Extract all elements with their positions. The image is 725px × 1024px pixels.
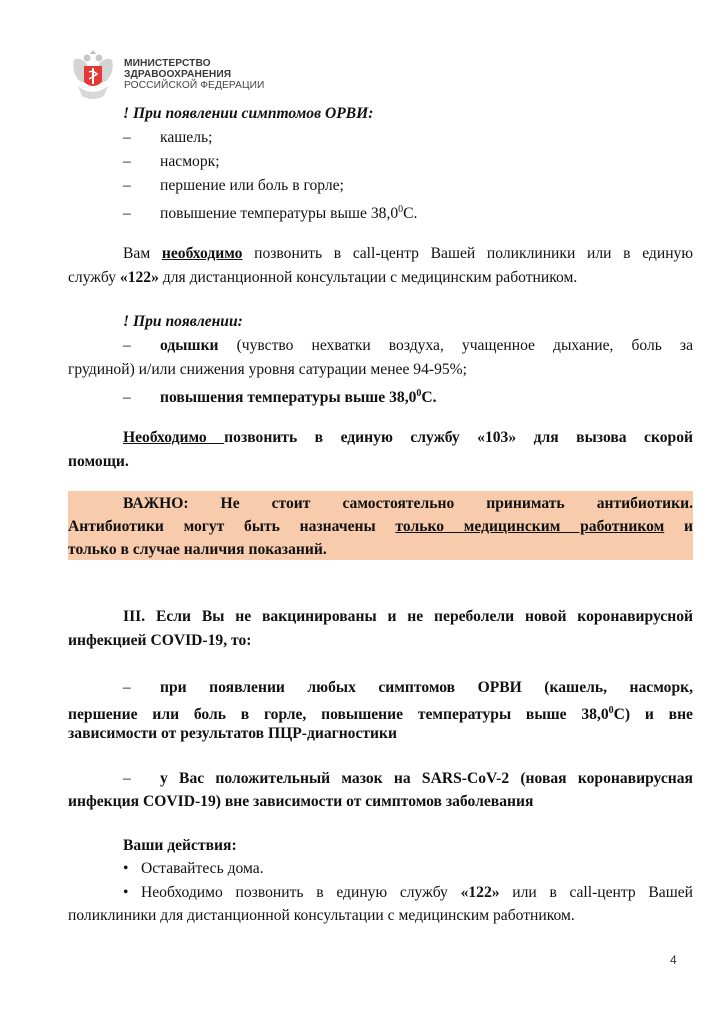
- call-instruction-line-2: [68, 266, 693, 289]
- text: или в call-центр Вашей: [499, 884, 693, 901]
- important-line-3: только в случае наличия показаний.: [68, 541, 327, 558]
- text: позвонить в call-центр Вашей поликлиники или в единую: [242, 245, 694, 262]
- severe-symptoms-heading: ! При появлении:: [123, 313, 243, 330]
- text: Антибиотики могут быть назначены: [68, 518, 396, 535]
- text: Необходимо позвонить в единую службу: [141, 884, 461, 901]
- text: позвонить в единую службу «103» для вызова скорой: [224, 429, 693, 446]
- bullet-icon: •: [123, 884, 129, 901]
- symptom-text: кашель;: [160, 129, 213, 146]
- emphasis: одышки: [160, 337, 219, 354]
- degree-sup: 0: [398, 204, 404, 215]
- dash: –: [123, 337, 131, 354]
- text: при появлении любых симптомов ОРВИ (кашель, насморк,: [160, 679, 693, 696]
- text: Вам: [123, 245, 162, 262]
- ambulance-line-1: [68, 426, 693, 449]
- ministry-name: [124, 58, 264, 91]
- degree-sup: 0: [608, 705, 614, 716]
- case2-line-2: инфекция COVID-19) вне зависимости от симптомов заболевания: [68, 793, 534, 810]
- case2-line-1: [68, 767, 693, 790]
- symptom-item: [68, 126, 693, 149]
- phone-122: «122»: [119, 269, 159, 286]
- dash: –: [123, 770, 131, 787]
- ministry-line-3: РОССИЙСКОЙ ФЕДЕРАЦИИ: [124, 79, 265, 91]
- action-item: [68, 857, 693, 880]
- phone-122: «122»: [460, 884, 500, 901]
- case1-line-3: зависимости от результатов ПЦР-диагностики: [68, 725, 398, 742]
- symptom-item: [68, 198, 693, 225]
- symptom-text: першение или боль в горле;: [160, 177, 344, 194]
- severe-item-2: [68, 382, 693, 409]
- dash: –: [123, 679, 131, 696]
- emphasis: Необходимо: [123, 429, 225, 446]
- dash: –: [123, 129, 131, 146]
- action-item: [68, 881, 693, 904]
- important-line-2: [68, 515, 693, 538]
- ambulance-line-2: помощи.: [68, 453, 129, 470]
- ministry-line-1: МИНИСТЕРСТВО: [124, 57, 211, 69]
- text: С) и вне: [613, 706, 693, 724]
- text: повышения температуры выше 38,0: [160, 389, 417, 407]
- text: для дистанционной консультации с медицинским работником.: [158, 269, 578, 286]
- action-item-line-2: поликлиники для дистанционной консультации с медицинским работником.: [68, 907, 575, 924]
- ministry-line-2: ЗДРАВООХРАНЕНИЯ: [124, 68, 232, 80]
- text: и: [664, 518, 693, 535]
- actions-heading: Ваши действия:: [123, 837, 237, 854]
- emblem-icon: [70, 46, 116, 102]
- text-suffix: С.: [421, 389, 437, 407]
- text: (чувство нехватки воздуха, учащенное дыхание, боль за: [218, 337, 693, 354]
- bullet-icon: •: [123, 860, 129, 877]
- text: у Вас положительный мазок на SARS-CoV-2 (новая коронавирусная: [160, 770, 693, 787]
- dash: –: [123, 153, 131, 170]
- emphasis: необходимо: [161, 245, 243, 262]
- important-line-1: ВАЖНО: Не стоит самостоятельно принимать антибиотики.: [123, 495, 693, 512]
- orvi-symptoms-heading: ! При появлении симптомов ОРВИ:: [123, 105, 374, 122]
- severe-item-1-line-2: грудиной) и/или снижения уровня сатурации менее 94-95%;: [68, 361, 468, 378]
- call-instruction-line-1: [68, 242, 693, 265]
- case1-line-1: [68, 676, 693, 699]
- page-number: 4: [670, 953, 677, 967]
- section3-heading-line-1: III. Если Вы не вакцинированы и не переболели новой коронавирусной: [123, 608, 693, 625]
- symptom-text-suffix: С.: [403, 205, 418, 223]
- degree-sup: 0: [416, 388, 422, 399]
- section3-heading-line-2: инфекцией COVID-19, то:: [68, 632, 252, 649]
- symptom-item: [68, 174, 693, 197]
- dash: –: [123, 177, 131, 194]
- dash: –: [123, 389, 131, 407]
- ministry-header: [70, 46, 264, 102]
- text: Оставайтесь дома.: [141, 860, 264, 877]
- emphasis: только медицинским работником: [395, 518, 665, 535]
- symptom-text: насморк;: [160, 153, 220, 170]
- text: першение или боль в горле, повышение температуры выше 38,0: [68, 706, 609, 724]
- dash: –: [123, 205, 131, 223]
- symptom-text: повышение температуры выше 38,0: [160, 205, 399, 223]
- severe-item-1-line-1: [68, 334, 693, 357]
- symptom-item: [68, 150, 693, 173]
- text: службу: [68, 269, 120, 286]
